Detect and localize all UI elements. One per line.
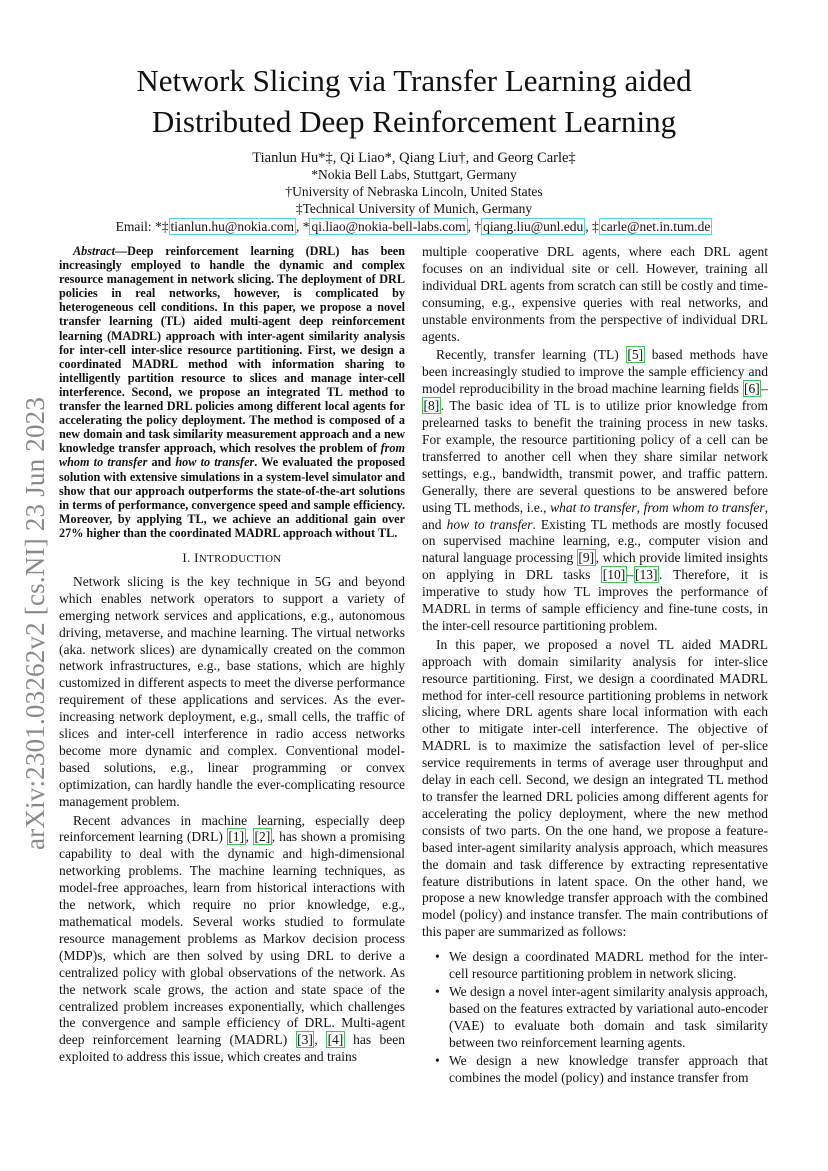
paper-title [60, 60, 768, 142]
citation-link[interactable]: [4] [327, 1032, 344, 1048]
email-link-3[interactable]: qiang.liu@unl.edu [483, 219, 584, 234]
section-heading [59, 550, 405, 568]
paragraph: Network slicing is the key technique in 5G and beyond which enables network operators to support a variety of emerging network services and applications, e.g., autonomous driving, metaverse, and machine learning. The virtual networks (aka. network slices) are dynamically created on the common network infrastructures, e.g., base stations, which are highly customized in different aspects to meet the diverse performance requirement of these applications and services. As the ever-increasing network deployment, e.g., small cells, the traffic of slices and inter-cell interference in radio access networks become more dynamic and complex. Conventional model-based solutions, e.g., linear programming or convex optimization, can hardly handle the ever-complicating resource management problem. [59, 573, 405, 809]
paragraph: Recent advances in machine learning, especially deep reinforcement learning (DRL) [1] , [2] , has shown a promising capability to deal with the dynamic and high-dimensional networking problems. The machine learning techniques, as model-free approaches, learn from historical interactions with the network, which require no prior knowledge, e.g., mathematical models. Several works studied to formulate resource management problems as Markov decision process (MDP)s, which are then solved by using DRL to derive a centralized policy with global observations of the network. As the network scale grows, the action and state space of the centralized problem increases exponentially, which challenges the convergence and sample efficiency of DRL. Multi-agent deep reinforcement learning (MADRL) [3] , [4] has been exploited to address this issue, which creates and trains [59, 812, 405, 1065]
affiliation-1: *Nokia Bell Labs, Stuttgart, Germany [311, 167, 517, 182]
section-title-rest: NTRODUCTION [198, 552, 282, 565]
email-link-2[interactable]: qi.liao@nokia-bell-labs.com [311, 219, 466, 234]
paragraph: In this paper, we proposed a novel TL aided MADRL approach with domain similarity analysis for inter-slice resource partitioning. First, we design a coordinated MADRL method for inter-cell resource partitioning problems in network slicing, where DRL agents share local information with each other to mitigate inter-cell interference. The objective of MADRL is to maximize the satisfaction level of per-slice service requirements in terms of average user throughput and delay in each cell. Second, we design an integrated TL method to transfer the learned DRL policies among different agents for accelerating the policy deployment, where the new method consists of two parts. On the one hand, we propose a feature-based inter-agent similarity analysis approach, which measures the domain and task difference by extracting representative feature distributions in latent space. On the other hand, we propose a new knowledge transfer approach with the combined model (policy) and instance transfer. The main contributions of this paper are summarized as follows: [422, 636, 768, 940]
citation-link[interactable]: [2] [254, 829, 271, 845]
citation-link[interactable]: [5] [627, 347, 644, 363]
email-prefix: † [474, 219, 482, 234]
email-separator: , [295, 219, 303, 234]
abstract-label: Abstract [73, 244, 115, 258]
citation-link[interactable]: [10] [602, 567, 626, 583]
affiliation-2: †University of Nebraska Lincoln, United States [285, 184, 543, 199]
list-item: • We design a coordinated MADRL method for the inter-cell resource partitioning problem in network slicing. [422, 949, 768, 983]
email-line [40, 218, 788, 235]
affiliation-3: ‡Technical University of Munich, Germany [295, 201, 533, 216]
italic-text: what to transfer [550, 499, 637, 515]
email-link-4[interactable]: carle@net.in.tum.de [600, 219, 711, 234]
citation-link[interactable]: [3] [297, 1032, 313, 1048]
section-number: I. [182, 549, 191, 565]
paragraph: multiple cooperative DRL agents, where each DRL agent focuses on an individual site or cell. However, training all individual DRL agents from scratch can still be costly and time-consuming, e.g., expensive queries with real networks, and unstable environments from the perspective of individual DRL agents. [422, 244, 768, 344]
abstract-body: —Deep reinforcement learning (DRL) has been increasingly employed to handle the dynamic and complex resource management in network slicing. The deployment of DRL policies in real networks, however, is complicated by heterogeneous cell conditions. In this paper, we propose a novel transfer learning (TL) aided multi-agent deep reinforcement learning (MADRL) approach with inter-agent similarity analysis for inter-cell inter-slice resource partitioning. First, we design a coordinated MADRL method with information sharing to intelligently partition resource to slices and manage inter-cell interference. Second, we propose an integrated TL method to transfer the learned DRL policies among different local agents for accelerating the policy deployment. The method is composed of a new domain and task similarity measurement approach and a new knowledge transfer approach, which resolves the problem of from whom to transfer and how to transfer. We evaluated the proposed solution with extensive simulations in a system-level simulator and show that our approach outperforms the state-of-the-art solutions in terms of performance, convergence speed and sample efficiency. Moreover, by applying TL, we achieve an additional gain over 27% higher than the coordinated MADRL approach without TL. [59, 244, 406, 540]
italic-text: how to transfer [175, 455, 255, 470]
list-item: • We design a new knowledge transfer approach that combines the model (policy) and instance transfer from [422, 1053, 768, 1087]
left-column [59, 244, 405, 1066]
arxiv-stamp-text: arXiv:2301.03262v2 [cs.NI] 23 Jun 2023 [20, 396, 50, 850]
citation-link[interactable]: [13] [635, 567, 658, 583]
email-separator: , [467, 219, 475, 234]
authors: Tianlun Hu*‡, Qi Liao*, Qiang Liu†, and Georg Carle‡ [252, 150, 576, 166]
right-column [422, 244, 768, 1087]
email-prefix: ‡ [592, 219, 599, 234]
title-line-1: Network Slicing via Transfer Learning aided [136, 63, 692, 98]
email-separator: , [585, 219, 593, 234]
paragraph: Recently, transfer learning (TL) [5] based methods have been increasingly studied to improve the sample efficiency and model reproducibility in the broad machine learning fields [6] –[8] . The basic idea of TL is to utilize prior knowledge from prelearned tasks to benefit the training process in new tasks. For example, the resource partitioning policy of a cell can be transferred to another cell when they share similar network settings, e.g., bandwidth, transmit power, and traffic pattern. Generally, there are several questions to be answered before using TL methods, i.e., what to transfer, from whom to transfer, and how to transfer. Existing TL methods are mostly focused on supervised machine learning, e.g., computer vision and natural language processing [9] , which provide limited insights on applying in DRL tasks [10] – [13] . Therefore, it is imperative to study how TL improves the performance of MADRL in terms of sample efficiency and fine-tune costs, in the inter-cell resource partitioning problem. [422, 347, 769, 633]
title-line-2: Distributed Deep Reinforcement Learning [151, 104, 677, 139]
citation-link[interactable]: [9] [578, 550, 595, 566]
citation-link[interactable]: [6] [744, 381, 760, 397]
abstract [59, 244, 405, 540]
section-title-initial: I [194, 549, 199, 565]
italic-text: from whom to transfer [643, 499, 765, 515]
email-label: Email: *‡ [115, 219, 169, 234]
contributions-list [422, 949, 768, 1086]
italic-text: how to transfer [446, 516, 533, 532]
list-item: • We design a novel inter-agent similarity analysis approach, based on the features extracted by variational auto-encoder (VAE) to evaluate both domain and task similarity between two reinforcement learning agents. [422, 984, 768, 1052]
email-prefix: * [302, 219, 310, 234]
email-link-1[interactable]: tianlun.hu@nokia.com [170, 219, 294, 234]
citation-link[interactable]: [1] [228, 829, 245, 845]
citation-link[interactable]: [8] [423, 398, 440, 414]
italic-text: from whom to transfer [59, 441, 405, 470]
